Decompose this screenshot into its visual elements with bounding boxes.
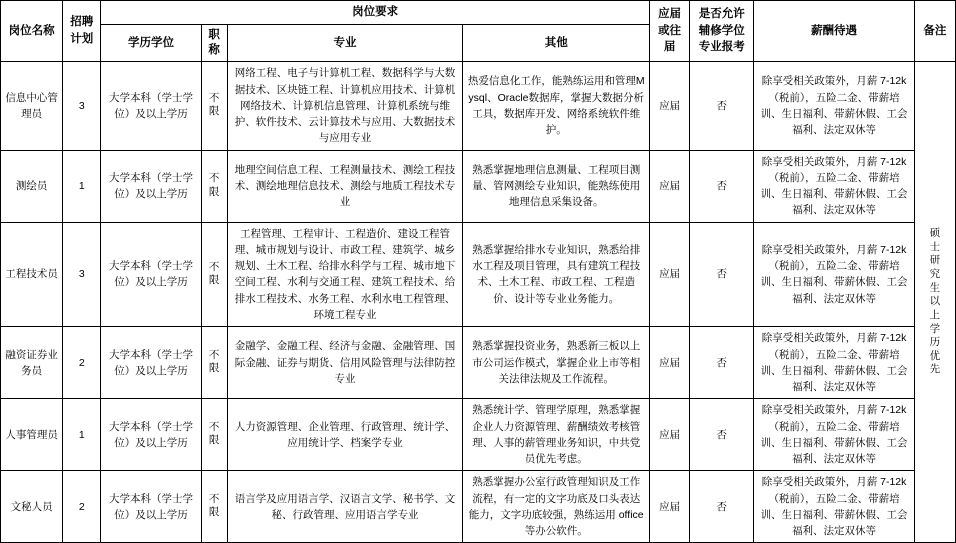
cell-title-label: 不限 [208, 260, 220, 286]
cell-graduate: 应届 [650, 62, 690, 150]
cell-education: 大学本科（学士学位）及以上学历 [101, 327, 201, 399]
cell-post-name: 工程技术员 [1, 222, 63, 327]
cell-other: 热爱信息化工作，能熟练运用和管理Mysql、Oracle数据库，掌握大数据分析工具，数据库开发、网络系统软件维护。 [463, 62, 650, 150]
cell-major: 人力资源管理、企业管理、行政管理、统计学、应用统计学、档案学专业 [227, 399, 463, 471]
header-title-label: 职称 [208, 28, 220, 56]
cell-other: 熟悉掌握给排水专业知识，熟悉给排水工程及项目管理，具有建筑工程技术、土木工程、市政工程、工程造价、设计等专业业务能力。 [463, 222, 650, 327]
cell-plan-count: 3 [63, 222, 101, 327]
cell-title [201, 150, 227, 222]
header-post-name: 岗位名称 [1, 1, 63, 62]
header-major: 专业 [227, 24, 463, 62]
cell-remark-label: 硕士研究生以上学历优先 [929, 227, 941, 376]
cell-title [201, 399, 227, 471]
cell-allow-exam: 否 [690, 222, 754, 327]
table-header-row-1 [1, 1, 956, 25]
header-education: 学历学位 [101, 24, 201, 62]
cell-title-label: 不限 [208, 92, 220, 118]
cell-graduate: 应届 [650, 150, 690, 222]
cell-title [201, 62, 227, 150]
table-row [1, 471, 956, 543]
header-allow-exam: 是否允许辅修学位专业报考 [690, 1, 754, 62]
header-plan-count: 招聘计划 [63, 1, 101, 62]
cell-other: 熟悉掌握地理信息测量、工程项目测量、管网测绘专业知识，能熟练使用地理信息采集设备。 [463, 150, 650, 222]
cell-graduate: 应届 [650, 399, 690, 471]
cell-plan-count: 1 [63, 150, 101, 222]
cell-other: 熟悉掌握投资业务，熟悉新三板以上市公司运作模式，掌握企业上市等相关法律法规及工作流程。 [463, 327, 650, 399]
cell-major: 网络工程、电子与计算机工程、数据科学与大数据技术、区块链工程、计算机应用技术、计算机网络技术、计算机信息管理、计算机系统与维护、软件技术、云计算技术与应用、大数据技术与应用专业 [227, 62, 463, 150]
header-requirements-group: 岗位要求 [101, 1, 650, 25]
cell-allow-exam: 否 [690, 399, 754, 471]
table-row [1, 327, 956, 399]
cell-education: 大学本科（学士学位）及以上学历 [101, 222, 201, 327]
header-other: 其他 [463, 24, 650, 62]
cell-other: 熟悉统计学、管理学原理，熟悉掌握企业人力资源管理、薪酬绩效考核管理、人事的薪管理业务知识，中共党员优先考虑。 [463, 399, 650, 471]
cell-post-name: 融资证券业务员 [1, 327, 63, 399]
cell-title-label: 不限 [208, 493, 220, 519]
table-row [1, 399, 956, 471]
cell-post-name: 文秘人员 [1, 471, 63, 543]
cell-title [201, 327, 227, 399]
cell-major: 地理空间信息工程、工程测量技术、测绘工程技术、测绘地理信息技术、测绘与地质工程技术专业 [227, 150, 463, 222]
cell-education: 大学本科（学士学位）及以上学历 [101, 471, 201, 543]
cell-education: 大学本科（学士学位）及以上学历 [101, 150, 201, 222]
cell-post-name: 信息中心管理员 [1, 62, 63, 150]
cell-salary: 除享受相关政策外，月薪 7-12k（税前），五险二金、带薪培训、生日福利、带薪休假、工会福利、法定双休等 [754, 222, 915, 327]
cell-salary: 除享受相关政策外，月薪 7-12k（税前），五险二金、带薪培训、生日福利、带薪休假、工会福利、法定双休等 [754, 150, 915, 222]
table-row [1, 222, 956, 327]
header-title [201, 24, 227, 62]
cell-graduate: 应届 [650, 471, 690, 543]
cell-salary: 除享受相关政策外，月薪 7-12k（税前），五险二金、带薪培训、生日福利、带薪休假、工会福利、法定双休等 [754, 471, 915, 543]
cell-graduate: 应届 [650, 222, 690, 327]
cell-other: 熟悉掌握办公室行政管理知识及工作流程，有一定的文字功底及口头表达能力，文字功底较强，熟练运用 office 等办公软件。 [463, 471, 650, 543]
cell-education: 大学本科（学士学位）及以上学历 [101, 62, 201, 150]
cell-remark-merged [914, 62, 955, 543]
cell-major: 金融学、金融工程、经济与金融、金融管理、国际金融、证券与期货、信用风险管理与法律防控专业 [227, 327, 463, 399]
cell-education: 大学本科（学士学位）及以上学历 [101, 399, 201, 471]
cell-title-label: 不限 [208, 421, 220, 447]
header-remark: 备注 [914, 1, 955, 62]
cell-plan-count: 3 [63, 62, 101, 150]
cell-salary: 除享受相关政策外，月薪 7-12k（税前），五险二金、带薪培训、生日福利、带薪休假、工会福利、法定双休等 [754, 327, 915, 399]
cell-post-name: 人事管理员 [1, 399, 63, 471]
cell-title-label: 不限 [208, 349, 220, 375]
cell-plan-count: 2 [63, 471, 101, 543]
cell-major: 工程管理、工程审计、工程造价、建设工程管理、城市规划与设计、市政工程、建筑学、城乡规划、土木工程、给排水科学与工程、城市地下空间工程、水利与交通工程、建筑工程技术、给排水工程技术、水务工程、水利水电工程管理、环境工程专业 [227, 222, 463, 327]
cell-graduate: 应届 [650, 327, 690, 399]
cell-title [201, 222, 227, 327]
cell-title [201, 471, 227, 543]
cell-plan-count: 1 [63, 399, 101, 471]
cell-plan-count: 2 [63, 327, 101, 399]
cell-allow-exam: 否 [690, 150, 754, 222]
cell-salary: 除享受相关政策外，月薪 7-12k（税前），五险二金、带薪培训、生日福利、带薪休假、工会福利、法定双休等 [754, 62, 915, 150]
cell-post-name: 测绘员 [1, 150, 63, 222]
header-salary: 薪酬待遇 [754, 1, 915, 62]
cell-allow-exam: 否 [690, 62, 754, 150]
cell-allow-exam: 否 [690, 327, 754, 399]
cell-major: 语言学及应用语言学、汉语言文学、秘书学、文秘、行政管理、应用语言学专业 [227, 471, 463, 543]
table-row [1, 150, 956, 222]
cell-allow-exam: 否 [690, 471, 754, 543]
cell-title-label: 不限 [208, 172, 220, 198]
table-row [1, 62, 956, 150]
header-graduate: 应届或往届 [650, 1, 690, 62]
cell-salary: 除享受相关政策外，月薪 7-12k（税前），五险二金、带薪培训、生日福利、带薪休假、工会福利、法定双休等 [754, 399, 915, 471]
